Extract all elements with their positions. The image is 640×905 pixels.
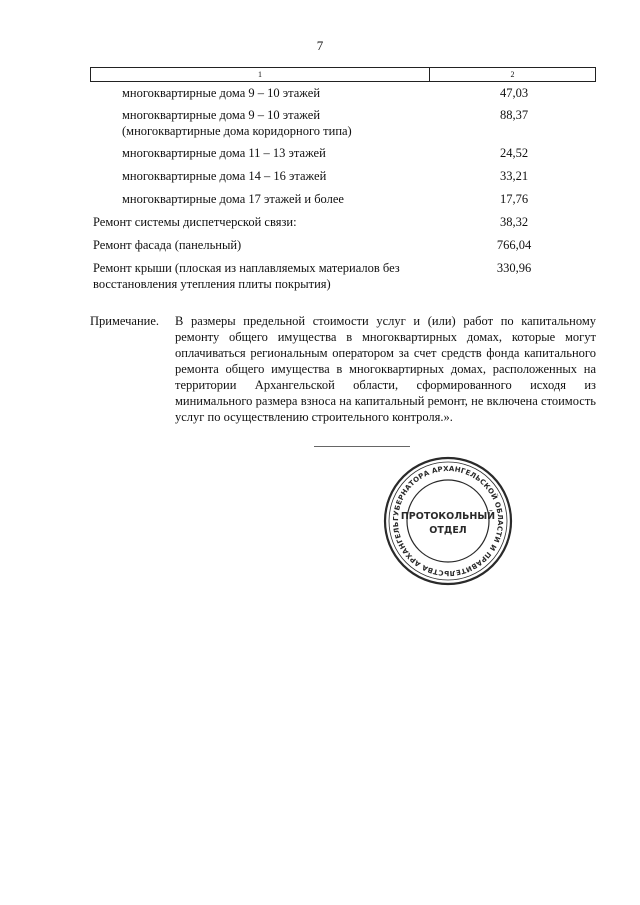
- row-value: 88,37: [499, 108, 529, 122]
- row-value: 24,52: [499, 146, 529, 160]
- row-label: многоквартирные дома 17 этажей и более: [122, 192, 344, 206]
- svg-text:ГУБЕРНАТОРА АРХАНГЕЛЬСКОЙ ОБЛА: ГУБЕРНАТОРА АРХАНГЕЛЬСКОЙ ОБЛАСТИ И ПРАВИТЕЛЬСТВА АРХАНГЕЛЬ: [391, 464, 505, 578]
- stamp-seal-icon: [382, 455, 514, 587]
- row-label: Ремонт крыши (плоская из наплавляемых материалов без восстановления утепления плиты покрытия): [93, 261, 400, 291]
- row-value: 330,96: [496, 261, 532, 275]
- row-value: 47,03: [499, 86, 529, 100]
- row-label: многоквартирные дома 11 – 13 этажей: [122, 146, 326, 160]
- row-value: 33,21: [499, 169, 529, 183]
- row-label: Ремонт системы диспетчерской связи:: [93, 215, 297, 229]
- row-label: многоквартирные дома 14 – 16 этажей: [122, 169, 327, 183]
- page-number: 7: [316, 38, 324, 53]
- divider-line: [314, 446, 410, 447]
- row-label: многоквартирные дома 9 – 10 этажей (многоквартирные дома коридорного типа): [122, 108, 352, 138]
- row-value: 766,04: [496, 238, 532, 252]
- svg-text:ПРОТОКОЛЬНЫЙ: ПРОТОКОЛЬНЫЙ: [400, 511, 496, 522]
- row-value: 38,32: [499, 215, 529, 229]
- row-label: многоквартирные дома 9 – 10 этажей: [122, 86, 321, 100]
- row-label: Ремонт фасада (панельный): [93, 238, 242, 252]
- official-stamp: [382, 455, 514, 587]
- svg-text:ОТДЕЛ: ОТДЕЛ: [429, 525, 467, 536]
- note-label: Примечание.: [90, 314, 160, 328]
- table-header-col-1: 1: [91, 68, 430, 81]
- note-text: В размеры предельной стоимости услуг и (или) работ по капитальному ремонту общего имущества в многоквартирных домах, которые могут оплачиваться региональным оператором за счет средств фонда капитального ремонта общего имущества в многоквартирных домах, расположенных на территории Архангельской области, сформированного исходя из минимального размера взноса на капитальный ремонт, не включена стоимость услуг по осуществлению строительного контроля.».: [175, 314, 596, 424]
- table-header: [90, 67, 596, 82]
- table-header-col-2: 2: [510, 70, 515, 79]
- row-value: 17,76: [499, 192, 529, 206]
